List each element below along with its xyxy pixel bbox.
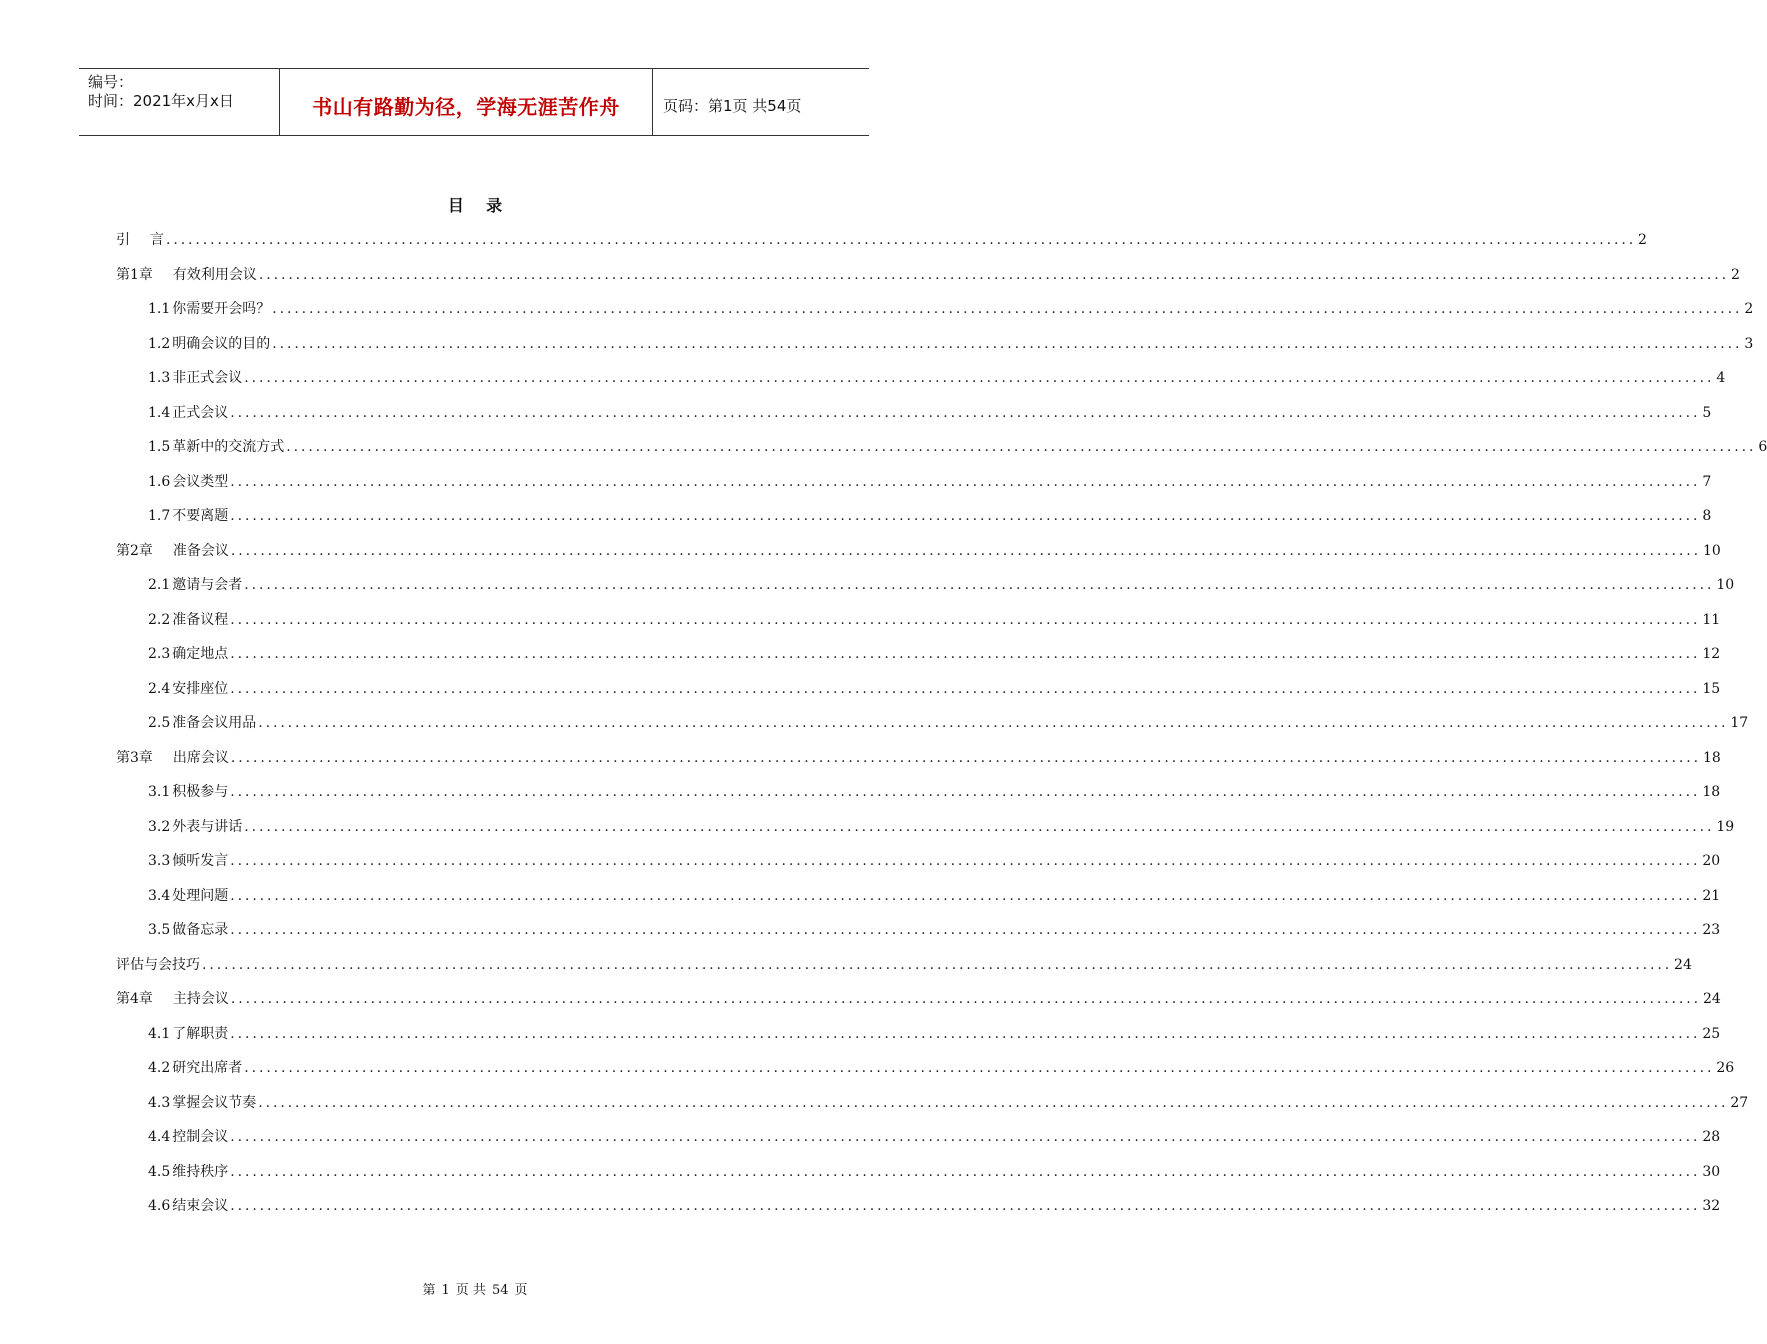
toc-entry-page: 18 <box>1702 750 1721 766</box>
toc-entry-label <box>148 575 242 595</box>
toc-entry[interactable] <box>116 746 1721 768</box>
toc-entry-title: 邀请与会者 <box>172 577 243 593</box>
toc-entry-page: 10 <box>1716 577 1735 593</box>
toc-entry-label <box>148 368 242 388</box>
toc-dot-leader: ........................................................................................................................................................................................................ <box>202 957 1673 973</box>
toc-entry-title: 倾听发言 <box>172 853 229 869</box>
toc-entry-number: 2.2 <box>148 612 171 628</box>
toc-entry[interactable] <box>116 539 1721 561</box>
toc-entry-title: 处理问题 <box>172 888 229 904</box>
toc-entry-title: 主持会议 <box>172 991 229 1007</box>
toc-dot-leader: ........................................................................................................................................................................................................ <box>230 646 1701 662</box>
toc-entry-title: 革新中的交流方式 <box>172 439 285 455</box>
toc-entry[interactable] <box>148 366 1726 388</box>
toc-entry-page: 11 <box>1702 612 1721 628</box>
toc-entry-number: 2.3 <box>148 646 171 662</box>
toc-entry-label <box>148 851 228 871</box>
toc-entry-label <box>148 920 228 940</box>
toc-entry-label <box>148 1127 228 1147</box>
toc-dot-leader: ........................................................................................................................................................................................................ <box>230 750 1701 766</box>
toc-entry-number: 4.3 <box>148 1095 171 1111</box>
toc-entry-number: 第4章 <box>116 991 153 1007</box>
toc-entry-page: 2 <box>1730 267 1740 283</box>
toc-entry-label <box>148 886 228 906</box>
toc-entry-title: 有效利用会议 <box>172 267 257 283</box>
toc-entry-title: 维持秩序 <box>172 1164 229 1180</box>
toc-entry-number: 4.5 <box>148 1164 171 1180</box>
toc-dot-leader: ........................................................................................................................................................................................................ <box>230 991 1701 1007</box>
toc-entry-number: 第2章 <box>116 543 153 559</box>
header-page-info: 页码：第1页 共54页 <box>663 96 802 115</box>
header-meta <box>79 69 280 135</box>
toc-entry-number: 第3章 <box>116 750 153 766</box>
toc-dot-leader: ........................................................................................................................................................................................................ <box>272 301 1743 317</box>
toc-entry[interactable] <box>148 780 1721 802</box>
toc-entry-page: 6 <box>1758 439 1767 455</box>
toc-entry-label <box>116 955 200 975</box>
toc-entry-title: 研究出席者 <box>172 1060 243 1076</box>
toc-entry-page: 26 <box>1716 1060 1735 1076</box>
toc-entry[interactable] <box>148 849 1721 871</box>
toc-entry-title: 不要离题 <box>172 508 229 524</box>
toc-entry-page: 12 <box>1702 646 1721 662</box>
footer-prefix: 第 <box>422 1283 436 1298</box>
toc-entry[interactable] <box>148 711 1749 733</box>
toc-entry-title: 言 <box>150 232 164 248</box>
toc-entry-page: 2 <box>1638 232 1647 248</box>
toc-entry-number: 引 <box>116 232 130 248</box>
toc-dot-leader: ........................................................................................................................................................................................................ <box>244 1060 1715 1076</box>
toc-entry-number: 2.4 <box>148 681 171 697</box>
toc-dot-leader: ........................................................................................................................................................................................................ <box>244 577 1715 593</box>
footer-suffix: 页 <box>514 1283 528 1298</box>
toc-entry-title: 你需要开会吗？ <box>172 301 271 317</box>
toc-entry-label <box>148 506 228 526</box>
toc-entry-title: 积极参与 <box>172 784 229 800</box>
toc-entry[interactable] <box>148 435 1767 457</box>
toc-entry-title: 明确会议的目的 <box>172 336 271 352</box>
toc-entry-page: 30 <box>1702 1164 1721 1180</box>
toc-entry[interactable] <box>116 987 1721 1009</box>
toc-entry-number: 第1章 <box>116 267 153 283</box>
toc-entry-number: 1.5 <box>148 439 171 455</box>
toc-entry-label <box>148 713 256 733</box>
toc-dot-leader: ........................................................................................................................................................................................................ <box>244 370 1715 386</box>
toc-entry-title: 了解职责 <box>172 1026 229 1042</box>
header-motto: 书山有路勤为径，学海无涯苦作舟 <box>280 69 653 135</box>
toc-entry-label <box>148 1024 228 1044</box>
toc-entry[interactable] <box>116 228 1647 250</box>
toc-dot-leader: ........................................................................................................................................................................................................ <box>230 1198 1701 1214</box>
toc-entry-title: 出席会议 <box>172 750 229 766</box>
footer-mid: 页 共 <box>455 1283 486 1298</box>
toc-dot-leader: ........................................................................................................................................................................................................ <box>230 888 1701 904</box>
toc-dot-leader: ........................................................................................................................................................................................................ <box>230 1164 1701 1180</box>
toc-entry-page: 4 <box>1716 370 1726 386</box>
toc-entry-number: 1.2 <box>148 336 171 352</box>
toc-entry-label <box>148 437 284 457</box>
toc-entry[interactable] <box>116 953 1692 975</box>
toc-entry-title: 准备会议用品 <box>172 715 257 731</box>
toc-entry-title: 准备议程 <box>172 612 229 628</box>
toc-entry[interactable] <box>148 1056 1735 1078</box>
toc-entry-page: 23 <box>1702 922 1721 938</box>
page-footer <box>0 1279 950 1298</box>
toc-entry-page: 21 <box>1702 888 1721 904</box>
toc-entry-label <box>148 1093 256 1113</box>
footer-current-page: 1 <box>441 1283 450 1298</box>
toc-entry-page: 8 <box>1702 508 1712 524</box>
toc-entry[interactable] <box>148 470 1712 492</box>
toc-entry-number: 4.6 <box>148 1198 171 1214</box>
toc-entry[interactable] <box>148 332 1754 354</box>
toc-entry-label <box>148 817 242 837</box>
toc-dot-leader: ........................................................................................................................................................................................................ <box>230 474 1701 490</box>
toc-entry-number: 4.4 <box>148 1129 171 1145</box>
toc-entry-title: 评估与会技巧 <box>116 957 200 973</box>
toc-dot-leader: ........................................................................................................................................................................................................ <box>230 922 1701 938</box>
toc-entry[interactable] <box>148 1160 1721 1182</box>
toc-entry-label <box>148 472 228 492</box>
toc-entry-page: 25 <box>1702 1026 1721 1042</box>
toc-entry-page: 5 <box>1702 405 1712 421</box>
toc-entry-number: 1.6 <box>148 474 171 490</box>
toc-entry[interactable] <box>148 608 1721 630</box>
toc-entry-number: 1.4 <box>148 405 171 421</box>
toc-dot-leader: ........................................................................................................................................................................................................ <box>230 1026 1701 1042</box>
toc-entry-number: 3.1 <box>148 784 171 800</box>
toc-dot-leader: ........................................................................................................................................................................................................ <box>230 543 1701 559</box>
toc-dot-leader: ........................................................................................................................................................................................................ <box>230 1129 1701 1145</box>
toc-entry[interactable] <box>148 1091 1749 1113</box>
toc-entry-label <box>148 782 228 802</box>
toc-entry-label <box>116 541 229 561</box>
toc-entry-number: 4.1 <box>148 1026 171 1042</box>
toc-entry-title: 准备会议 <box>172 543 229 559</box>
toc-entry-title: 掌握会议节奏 <box>172 1095 257 1111</box>
document-time: 时间：2021年x月x日 <box>88 92 234 110</box>
toc-entry[interactable] <box>116 263 1740 285</box>
toc-entry-page: 3 <box>1744 336 1754 352</box>
toc-entry-title: 外表与讲话 <box>172 819 243 835</box>
toc-entry-label <box>116 748 229 768</box>
toc-entry-label <box>148 679 228 699</box>
toc-entry-page: 20 <box>1702 853 1721 869</box>
toc-entry-title: 会议类型 <box>172 474 229 490</box>
toc-entry-number: 3.2 <box>148 819 171 835</box>
toc-entry-number: 2.5 <box>148 715 171 731</box>
toc-dot-leader: ........................................................................................................................................................................................................ <box>230 853 1701 869</box>
toc-entry[interactable] <box>148 1022 1721 1044</box>
toc-entry-number: 4.2 <box>148 1060 171 1076</box>
toc-entry-page: 27 <box>1730 1095 1749 1111</box>
toc-dot-leader: ........................................................................................................................................................................................................ <box>230 405 1701 421</box>
toc-entry-label <box>148 334 270 354</box>
toc-entry-label <box>116 989 229 1009</box>
toc-entry[interactable] <box>148 504 1712 526</box>
toc-dot-leader: ........................................................................................................................................................................................................ <box>258 715 1729 731</box>
toc-entry-number: 1.1 <box>148 301 171 317</box>
toc-entry-title: 确定地点 <box>172 646 229 662</box>
toc-entry-title: 做备忘录 <box>172 922 229 938</box>
toc-entry-page: 28 <box>1702 1129 1721 1145</box>
toc-entry-number: 1.3 <box>148 370 171 386</box>
toc-entry[interactable] <box>148 884 1721 906</box>
toc-dot-leader: ........................................................................................................................................................................................................ <box>230 612 1701 628</box>
toc-entry-page: 24 <box>1674 957 1692 973</box>
toc-entry-page: 17 <box>1730 715 1749 731</box>
toc-entry[interactable] <box>148 677 1721 699</box>
toc-entry-page: 7 <box>1702 474 1712 490</box>
toc-dot-leader: ........................................................................................................................................................................................................ <box>166 232 1637 248</box>
toc-entry-number: 3.5 <box>148 922 171 938</box>
toc-entry-page: 24 <box>1702 991 1721 1007</box>
toc-title: 目 录 <box>447 196 503 215</box>
toc-entry-title: 结束会议 <box>172 1198 229 1214</box>
toc-entry[interactable] <box>148 573 1735 595</box>
toc-dot-leader: ........................................................................................................................................................................................................ <box>286 439 1757 455</box>
toc-entry-title: 非正式会议 <box>172 370 243 386</box>
toc-entry-label <box>148 610 228 630</box>
toc-entry[interactable] <box>148 297 1754 319</box>
toc-entry[interactable] <box>148 1125 1721 1147</box>
toc-dot-leader: ........................................................................................................................................................................................................ <box>230 508 1701 524</box>
toc-dot-leader: ........................................................................................................................................................................................................ <box>244 819 1715 835</box>
toc-entry[interactable] <box>148 1194 1721 1216</box>
toc-entry-label <box>148 1058 242 1078</box>
toc-entry-label <box>148 1196 228 1216</box>
toc-entry-title: 正式会议 <box>172 405 229 421</box>
toc-entry-page: 2 <box>1744 301 1754 317</box>
toc-entry[interactable] <box>148 401 1712 423</box>
toc-entry-number: 2.1 <box>148 577 171 593</box>
toc-entry-label <box>148 299 270 319</box>
toc-entry-label <box>116 230 164 250</box>
toc-dot-leader: ........................................................................................................................................................................................................ <box>230 784 1701 800</box>
toc-entry[interactable] <box>148 815 1735 837</box>
toc-entry-page: 15 <box>1702 681 1721 697</box>
toc-entry[interactable] <box>148 642 1721 664</box>
toc-entry-number: 3.3 <box>148 853 171 869</box>
toc-entry-number: 3.4 <box>148 888 171 904</box>
toc-entry-label <box>148 403 228 423</box>
toc-dot-leader: ........................................................................................................................................................................................................ <box>230 681 1701 697</box>
toc-dot-leader: ........................................................................................................................................................................................................ <box>272 336 1743 352</box>
toc-entry-label <box>148 644 228 664</box>
toc-entry-label <box>116 265 257 285</box>
toc-entry-label <box>148 1162 228 1182</box>
page-header <box>79 68 869 136</box>
toc-entry-title: 控制会议 <box>172 1129 229 1145</box>
toc-entry-page: 19 <box>1716 819 1735 835</box>
toc-entry-number: 1.7 <box>148 508 171 524</box>
toc-entry-page: 32 <box>1702 1198 1721 1214</box>
toc-entry-page: 18 <box>1702 784 1721 800</box>
toc-entry-title: 安排座位 <box>172 681 229 697</box>
footer-total-pages: 54 <box>491 1283 509 1298</box>
toc-dot-leader: ........................................................................................................................................................................................................ <box>258 1095 1729 1111</box>
toc-dot-leader: ........................................................................................................................................................................................................ <box>258 267 1729 283</box>
toc-entry-page: 10 <box>1702 543 1721 559</box>
document-code: 编号： <box>88 73 134 91</box>
toc-entry[interactable] <box>148 918 1721 940</box>
